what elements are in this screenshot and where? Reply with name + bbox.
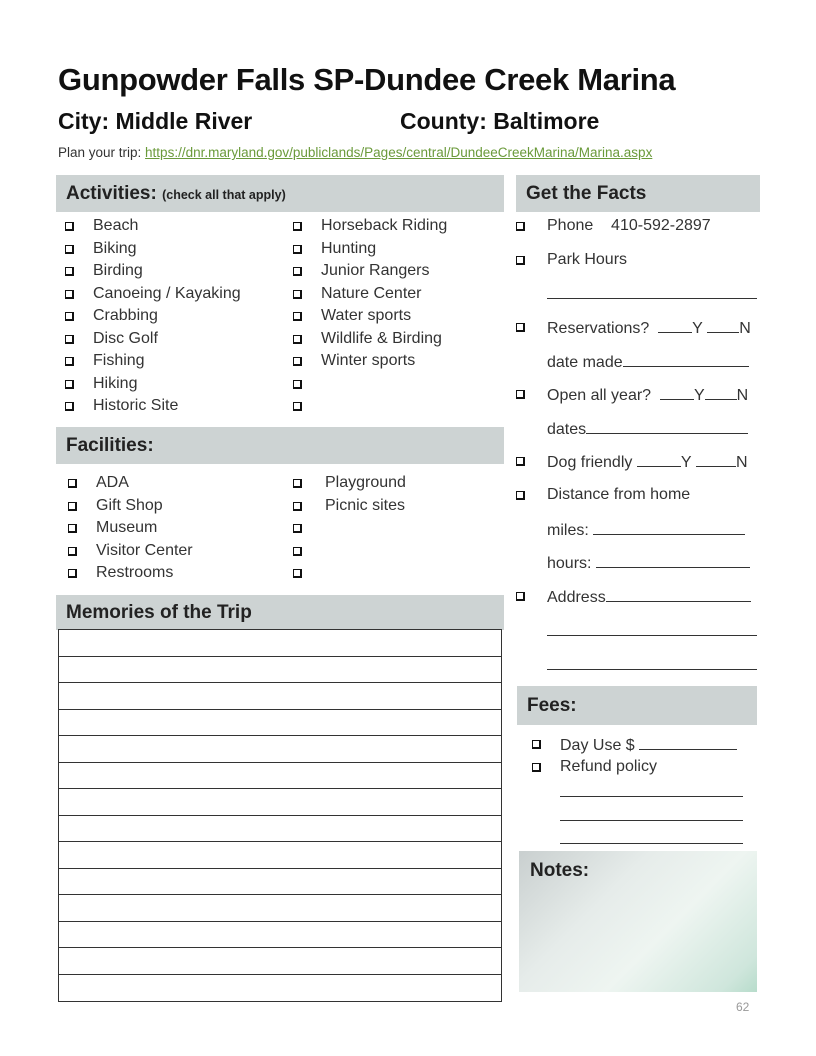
memory-line[interactable] <box>59 895 501 922</box>
memory-line[interactable] <box>59 816 501 843</box>
phone-value: 410-592-2897 <box>611 217 711 234</box>
county-label: County: Baltimore <box>400 108 600 134</box>
refund-line[interactable] <box>560 829 743 849</box>
checkbox-icon[interactable] <box>516 222 525 231</box>
checkbox-icon[interactable] <box>516 390 525 399</box>
checkbox-icon[interactable] <box>68 502 77 511</box>
checkbox-icon[interactable] <box>65 402 74 411</box>
checkbox-icon[interactable] <box>516 323 525 332</box>
checkbox-icon[interactable] <box>293 547 302 556</box>
memory-line[interactable] <box>59 948 501 975</box>
checkbox-icon[interactable] <box>65 380 74 389</box>
fees-title: Fees: <box>527 694 577 716</box>
checkbox-icon[interactable] <box>532 763 541 772</box>
checkbox-icon[interactable] <box>68 524 77 533</box>
checkbox-icon[interactable] <box>532 740 541 749</box>
miles-field[interactable]: miles: <box>547 520 745 540</box>
checkbox-icon[interactable] <box>293 312 302 321</box>
facts-header <box>516 175 760 212</box>
refund-line[interactable] <box>560 806 743 826</box>
checkbox-icon[interactable] <box>293 380 302 389</box>
memories-lines[interactable] <box>58 629 502 1002</box>
park-hours-line[interactable] <box>547 284 757 304</box>
plan-trip-line <box>58 145 652 160</box>
checkbox-icon[interactable] <box>293 222 302 231</box>
memories-title: Memories of the Trip <box>66 601 252 623</box>
memory-line[interactable] <box>59 922 501 949</box>
checkbox-icon[interactable] <box>293 524 302 533</box>
facts-title: Get the Facts <box>526 182 647 204</box>
memory-line[interactable] <box>59 736 501 763</box>
checkbox-icon[interactable] <box>293 357 302 366</box>
memory-line[interactable] <box>59 869 501 896</box>
checkbox-icon[interactable] <box>516 592 525 601</box>
checkbox-icon[interactable] <box>516 457 525 466</box>
checkbox-icon[interactable] <box>65 312 74 321</box>
checkbox-icon[interactable] <box>65 245 74 254</box>
address-line[interactable] <box>547 655 757 675</box>
checkbox-icon[interactable] <box>293 245 302 254</box>
memory-line[interactable] <box>59 842 501 869</box>
checkbox-icon[interactable] <box>516 256 525 265</box>
memory-line[interactable] <box>59 789 501 816</box>
checkbox-icon[interactable] <box>293 402 302 411</box>
activities-header <box>56 175 504 212</box>
memory-line[interactable] <box>59 710 501 737</box>
address-line[interactable] <box>547 621 757 641</box>
checkbox-icon[interactable] <box>293 290 302 299</box>
checkbox-icon[interactable] <box>65 357 74 366</box>
checkbox-icon[interactable] <box>65 290 74 299</box>
facilities-title: Facilities: <box>66 434 154 456</box>
page-title: Gunpowder Falls SP-Dundee Creek Marina <box>58 62 676 97</box>
date-made-field[interactable]: date made <box>547 352 749 372</box>
checkbox-icon[interactable] <box>293 335 302 344</box>
dates-field[interactable]: dates <box>547 419 748 439</box>
page-number: 62 <box>736 1000 750 1014</box>
checkbox-icon[interactable] <box>293 569 302 578</box>
checkbox-icon[interactable] <box>293 479 302 488</box>
plan-trip-link[interactable]: https://dnr.maryland.gov/publiclands/Pages/central/DundeeCreekMarina/Marina.aspx <box>145 145 653 160</box>
notes-title: Notes: <box>530 860 590 881</box>
memory-line[interactable] <box>59 657 501 684</box>
fees-header <box>517 686 757 725</box>
memory-line[interactable] <box>59 630 501 657</box>
plan-trip-prefix: Plan your trip: <box>58 145 146 160</box>
memory-line[interactable] <box>59 975 501 1002</box>
checkbox-icon[interactable] <box>65 335 74 344</box>
checkbox-icon[interactable] <box>68 547 77 556</box>
checkbox-icon[interactable] <box>293 267 302 276</box>
checkbox-icon[interactable] <box>65 222 74 231</box>
memories-header <box>56 595 504 630</box>
memory-line[interactable] <box>59 763 501 790</box>
memory-line[interactable] <box>59 683 501 710</box>
checkbox-icon[interactable] <box>65 267 74 276</box>
checkbox-icon[interactable] <box>68 569 77 578</box>
checkbox-icon[interactable] <box>516 491 525 500</box>
city-label: City: Middle River <box>58 108 253 134</box>
hours-field[interactable]: hours: <box>547 553 750 573</box>
activities-note: (check all that apply) <box>162 187 286 202</box>
notes-box[interactable] <box>519 851 757 992</box>
refund-line[interactable] <box>560 782 743 802</box>
checkbox-icon[interactable] <box>68 479 77 488</box>
checkbox-icon[interactable] <box>293 502 302 511</box>
activities-title: Activities: <box>66 182 157 204</box>
facilities-header <box>56 427 504 464</box>
